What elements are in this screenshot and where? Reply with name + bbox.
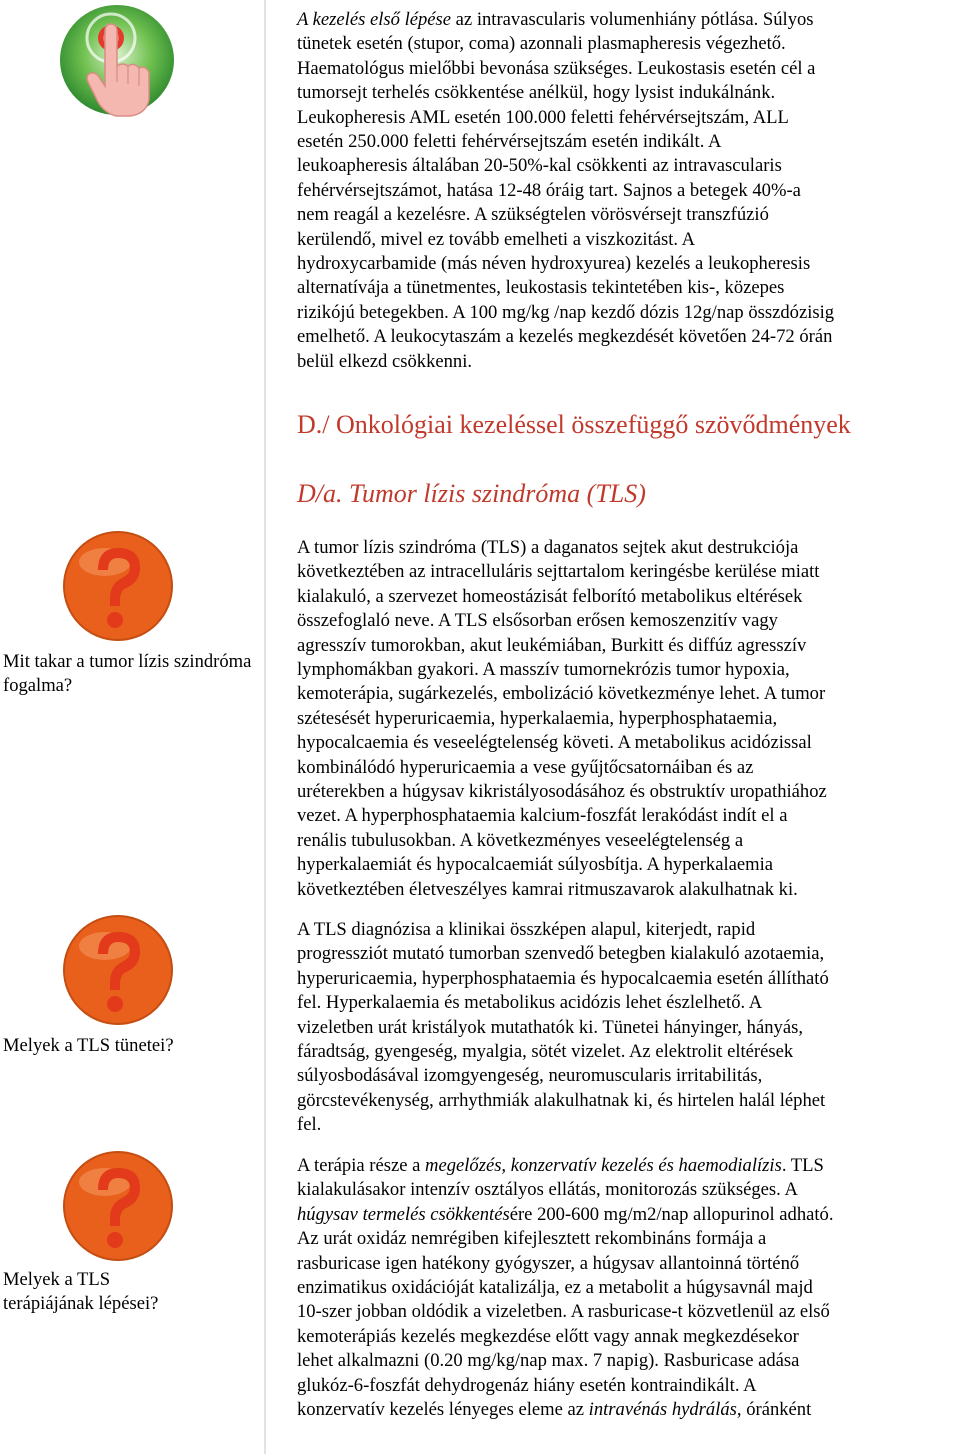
symptoms-paragraph [297, 918, 959, 1138]
text-line [297, 829, 959, 853]
text-run: esetén 250.000 feletti fehérvérsejtszám esetén indikált. A [297, 131, 722, 153]
text-run: fel. [297, 1114, 322, 1136]
text-line [297, 682, 959, 706]
text-run: szétesését hyperuricaemia, hyperkalaemia, hyperphosphataemia, [297, 707, 778, 729]
text-line [297, 1300, 959, 1324]
text-line [297, 301, 959, 325]
text-run: glukóz-6-foszfát dehydrogenáz hiány esetén kontraindikált. A [297, 1374, 757, 1396]
text-line [297, 276, 959, 300]
text-run: agresszív tumorokban, akut leukémiában, Burkitt és diffúz agresszív [297, 634, 807, 656]
section-heading: D./ Onkológiai kezeléssel összefüggő szövődmények [297, 410, 851, 439]
text-line [297, 179, 959, 203]
sidebar-question-definition: Mit takar a tumor lízis szindróma fogalma? [3, 651, 252, 697]
text-line [297, 967, 959, 991]
text-line [297, 228, 959, 252]
text-line [297, 350, 959, 374]
pointing-hand-icon [58, 2, 176, 118]
text-run: fehérvérsejtszámot, hatása 12-48 óráig tart. Sajnos a betegek 40%-a [297, 179, 801, 201]
text-line [297, 1276, 959, 1300]
text-line [297, 634, 959, 658]
text-run: lehet alkalmazni (0.20 mg/kg/nap max. 7 napig). Rasburicase adása [297, 1350, 800, 1372]
text-run: ére 200-600 mg/m2/nap allopurinol adható. [509, 1203, 834, 1225]
text-line [297, 991, 959, 1015]
text-line [297, 853, 959, 877]
text-run: hyperuricaemia, hyperphosphataemia és hypocalcaemia esetén állítható [297, 967, 829, 989]
sidebar-question-symptoms: Melyek a TLS tünetei? [3, 1035, 174, 1056]
intro-paragraph [297, 8, 959, 374]
column-divider [264, 0, 266, 1454]
text-run: , óránként [736, 1399, 812, 1421]
text-run: alternatívája a tünetmentes, leukostasis tekintetében kis-, közepes [297, 277, 785, 299]
text-run: összefoglaló neve. A TLS elsősorban erősen kemoszenzitív vagy [297, 610, 778, 632]
text-run: hydroxycarbamide (más néven hydroxyurea) kezelés a leukopheresis [297, 253, 811, 275]
question-mark-icon [60, 912, 176, 1028]
text-line [297, 154, 959, 178]
text-run: A tumor lízis szindróma (TLS) a daganatos sejtek akut destrukciója [297, 537, 799, 558]
text-run: 10-szer jobban oldódik a vizeletben. A rasburicase-t közvetlenül az első [297, 1301, 830, 1323]
text-line [297, 560, 959, 584]
text-run: rizikójú betegekben. A 100 mg/kg /nap kezdő dózis 12g/nap összdózisig [297, 301, 835, 323]
text-run: nem reagál a kezelésre. A szükségtelen vörösvérsejt transzfúzió [297, 204, 769, 226]
text-run: vizeletben urát kristályok mutathatók ki. Tünetei hányinger, hányás, [297, 1016, 803, 1038]
text-line [297, 942, 959, 966]
text-run: uréterekben a húgysav kikristályosodásához és obstruktív uropathiához [297, 781, 827, 803]
text-line [297, 804, 959, 828]
text-run: A TLS diagnózisa a klinikai összképen alapul, kiterjedt, rapid [297, 919, 756, 940]
text-line [297, 918, 959, 942]
text-run: A terápia része a [297, 1155, 426, 1176]
text-run: konzervatív kezelés lényeges eleme az [297, 1399, 589, 1421]
text-run: kemoterápiás kezelés megkezdése előtt vagy annak megkezdésekor [297, 1325, 799, 1347]
text-run: Leukopheresis AML esetén 100.000 feletti fehérvérsejtszám, ALL [297, 106, 789, 128]
text-run: . TLS [781, 1155, 824, 1176]
text-run: rasburicase igen hatékony gyógyszer, a húgysav allantoinná történő [297, 1252, 800, 1274]
text-line [297, 609, 959, 633]
text-line [297, 1113, 959, 1137]
text-line [297, 1398, 959, 1422]
text-line [297, 585, 959, 609]
text-run: renális tubulusokban. A következményes veseelégtelenség a [297, 829, 744, 851]
text-run: következtében életveszélyes kamrai ritmuszavarok alakulhatnak ki. [297, 878, 798, 900]
text-line [297, 1178, 959, 1202]
text-line [297, 780, 959, 804]
definition-paragraph [297, 536, 959, 902]
text-run: következtében az intracelluláris sejttartalom keringésbe kerülése miatt [297, 561, 820, 583]
text-line [297, 731, 959, 755]
text-run: kialakulásakor intenzív osztályos ellátás, monitorozás szükséges. A [297, 1179, 798, 1201]
text-line [297, 1064, 959, 1088]
text-line [297, 1154, 959, 1178]
text-line [297, 57, 959, 81]
text-run: belül elkezd csökkenni. [297, 350, 473, 372]
text-run: kombinálódó hyperuricaemia a vese gyűjtőcsatornáiban és az [297, 756, 754, 778]
text-run: tumorsejt terhelés csökkentése anélkül, hogy lysist indukálnánk. [297, 82, 776, 104]
text-line [297, 1227, 959, 1251]
subsection-heading: D/a. Tumor lízis szindróma (TLS) [297, 479, 646, 508]
text-run: hypocalcaemia és veseelégtelenség követi. A metabolikus acidózissal [297, 732, 812, 754]
text-run: vezet. A hyperphosphataemia kalcium-foszfát lerakódást indít el a [297, 805, 788, 827]
text-run: tünetek esetén (stupor, coma) azonnali plasmapheresis végezhető. [297, 33, 786, 55]
text-line [297, 252, 959, 276]
text-line [297, 203, 959, 227]
text-line [297, 1349, 959, 1373]
text-run: görcstevékenység, arrhythmiák alakulhatnak ki, és hirtelen halál léphet [297, 1089, 826, 1111]
text-line [297, 756, 959, 780]
text-run: fáradtság, gyengeség, myalgia, sötét vizelet. Az elektrolit eltérések [297, 1041, 794, 1063]
text-run: az intravascularis volumenhiány pótlása. Súlyos [451, 9, 814, 30]
text-run: súlyosbodásával izomgyengeség, neuromuscularis irritabilitás, [297, 1065, 763, 1087]
therapy-paragraph [297, 1154, 959, 1422]
italic-text-run: intravénás hydrálás [588, 1399, 737, 1421]
text-line [297, 130, 959, 154]
text-run: lymphomákban gyakori. A masszív tumornekrózis tumor hypoxia, [297, 659, 790, 681]
text-run: kemoterápia, sugárkezelés, embolizáció következménye lehet. A tumor [297, 683, 826, 705]
text-run: fel. Hyperkalaemia és metabolikus acidózis lehet észlelhető. A [297, 992, 763, 1014]
italic-text-run: húgysav termelés csökkentés [297, 1203, 510, 1225]
text-line [297, 658, 959, 682]
text-line [297, 536, 959, 560]
text-line [297, 32, 959, 56]
question-mark-icon [60, 1148, 176, 1264]
text-run: Haematológus mielőbbi bevonása szükséges. Leukostasis esetén cél a [297, 57, 816, 79]
text-line [297, 878, 959, 902]
text-line [297, 1252, 959, 1276]
text-run: emelhető. A leukocytaszám a kezelés megkezdését követően 24-72 órán [297, 326, 833, 348]
text-line [297, 1016, 959, 1040]
question-mark-icon [60, 528, 176, 644]
text-line [297, 81, 959, 105]
text-run: leukoapheresis általában 20-50%-kal csökkenti az intravascularis [297, 155, 782, 177]
text-line [297, 1203, 959, 1227]
text-run: enzimatikus oxidációját katalizálja, ez a metabolit a húgysavnál majd [297, 1277, 813, 1299]
text-run: Az urát oxidáz nemrégiben kifejlesztett rekombináns formája a [297, 1228, 767, 1250]
text-line [297, 1374, 959, 1398]
text-line [297, 106, 959, 130]
text-run: hyperkalaemiát és hypocalcaemiát súlyosbítja. A hyperkalaemia [297, 854, 774, 876]
text-line [297, 1089, 959, 1113]
text-run: progressziót mutató tumorban szenvedő betegben kialakuló azotaemia, [297, 943, 825, 965]
text-line [297, 1040, 959, 1064]
italic-text-run: megelőzés, konzervatív kezelés és haemodialízis [425, 1155, 782, 1176]
text-run: kialakuló, a szervezet homeostázisát felborító metabolikus eltérések [297, 585, 803, 607]
sidebar-question-therapy: Melyek a TLS terápiájának lépései? [3, 1269, 159, 1315]
text-run: kerülendő, mivel ez tovább emelheti a viszkozitást. A [297, 228, 696, 250]
text-line [297, 707, 959, 731]
italic-text-run: A kezelés első lépése [297, 9, 452, 30]
text-line [297, 1325, 959, 1349]
text-line [297, 325, 959, 349]
text-line [297, 8, 959, 32]
